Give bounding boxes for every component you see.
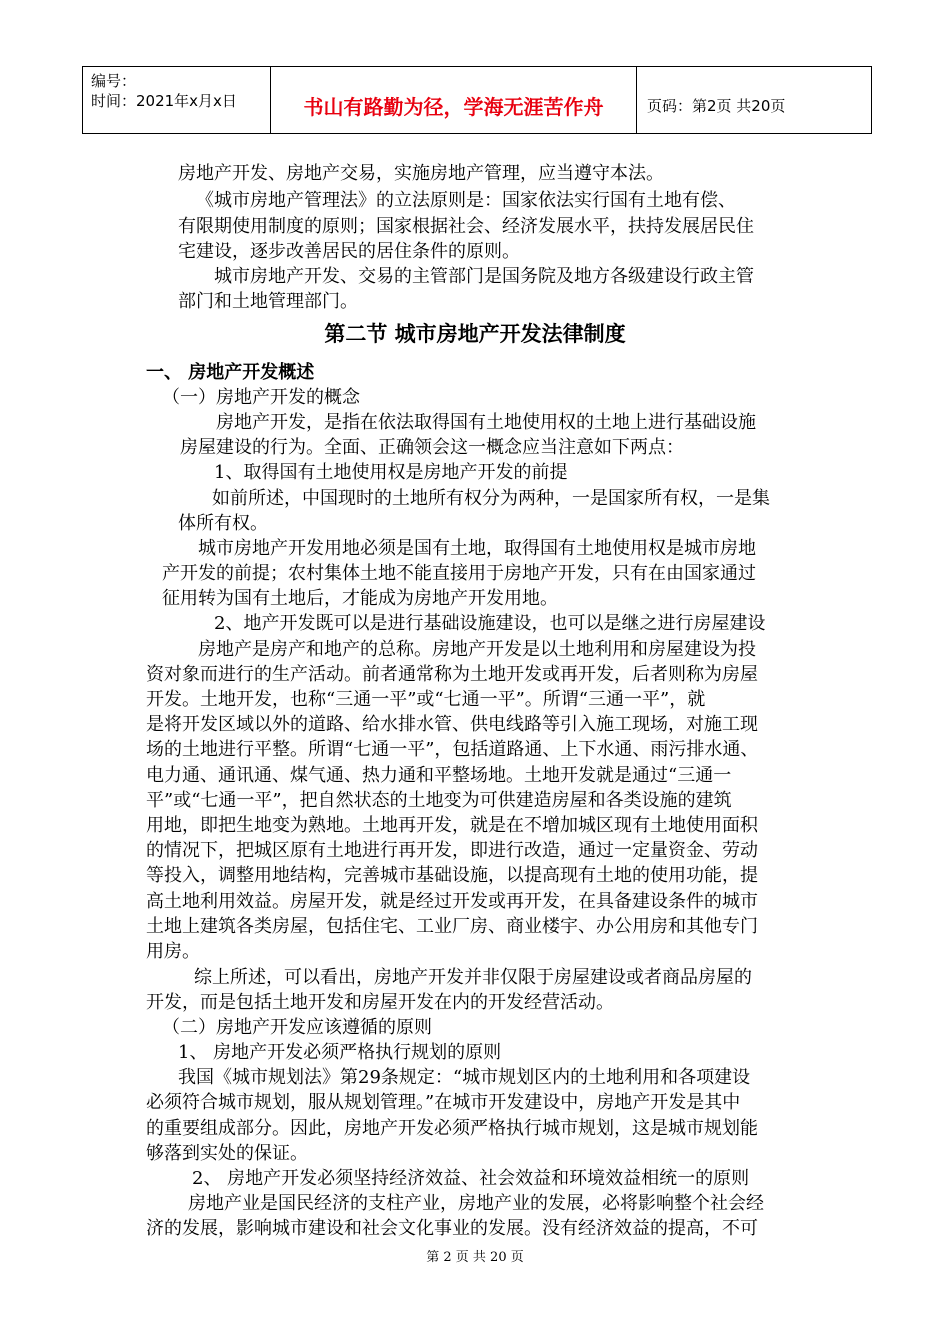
page-footer: 第 2 页 共 20 页 (426, 1250, 524, 1265)
text-line: 高土地利用效益。房屋开发，就是经过开发或再开发，在具备建设条件的城市 (146, 891, 758, 912)
text-line: 房地产是房产和地产的总称。房地产开发是以土地利用和房屋建设为投 (198, 639, 756, 660)
text-line: 城市房地产开发用地必须是国有土地，取得国有土地使用权是城市房地 (198, 538, 756, 559)
text-line: 资对象而进行的生产活动。前者通常称为土地开发或再开发，后者则称为房屋 (146, 664, 758, 685)
text-line: 城市房地产开发、交易的主管部门是国务院及地方各级建设行政主管 (214, 266, 754, 287)
document-time-label: 时间：2021年x月x日 (91, 92, 237, 110)
text-line: 场的土地进行平整。所谓“七通一平”，包括道路通、上下水通、雨污排水通、 (146, 739, 759, 760)
subheading: 1、 房地产开发必须严格执行规划的原则 (178, 1042, 502, 1063)
section-title: 第二节 城市房地产开发法律制度 (324, 322, 626, 346)
text-line: 等投入，调整用地结构，完善城市基础设施，以提高现有土地的使用功能，提 (146, 865, 758, 886)
text-line: 用房。 (146, 941, 200, 962)
text-line: 济的发展，影响城市建设和社会文化事业的发展。没有经济效益的提高，不可 (146, 1218, 758, 1239)
text-line: 是将开发区域以外的道路、给水排水管、供电线路等引入施工现场，对施工现 (146, 714, 758, 735)
header-page-number: 页码：第2页 共20页 (647, 96, 786, 115)
text-line: 房地产业是国民经济的支柱产业，房地产业的发展，必将影响整个社会经 (188, 1193, 764, 1214)
subheading: （一）房地产开发的概念 (162, 387, 360, 408)
text-line: 我国《城市规划法》第29条规定：“城市规划区内的土地利用和各项建设 (178, 1067, 751, 1088)
text-line: 房地产开发、房地产交易，实施房地产管理，应当遵守本法。 (178, 163, 664, 184)
text-line: 综上所述，可以看出，房地产开发并非仅限于房屋建设或者商品房屋的 (194, 967, 752, 988)
text-line: 够落到实处的保证。 (146, 1143, 308, 1164)
subheading: 1、取得国有土地使用权是房地产开发的前提 (214, 462, 568, 483)
text-line: 如前所述，中国现时的土地所有权分为两种，一是国家所有权，一是集 (212, 488, 770, 509)
text-line: 必须符合城市规划，服从规划管理。”在城市开发建设中，房地产开发是其中 (146, 1092, 741, 1113)
subheading: 2、 房地产开发必须坚持经济效益、社会效益和环境效益相统一的原则 (192, 1168, 750, 1189)
text-line: 房地产开发，是指在依法取得国有土地使用权的土地上进行基础设施 (216, 412, 756, 433)
header-table (82, 66, 872, 134)
text-line: 的情况下，把城区原有土地进行再开发，即进行改造，通过一定量资金、劳动 (146, 840, 758, 861)
text-line: 的重要组成部分。因此，房地产开发必须严格执行城市规划，这是城市规划能 (146, 1118, 758, 1139)
text-line: 用地，即把生地变为熟地。土地再开发，就是在不增加城区现有土地使用面积 (146, 815, 758, 836)
text-line: 开发，而是包括土地开发和房屋开发在内的开发经营活动。 (146, 992, 614, 1013)
text-line: 有限期使用制度的原则；国家根据社会、经济发展水平，扶持发展居民住 (178, 216, 754, 237)
text-line: 部门和土地管理部门。 (178, 291, 358, 312)
text-line: 《城市房地产管理法》的立法原则是：国家依法实行国有土地有偿、 (196, 190, 736, 211)
document-number-label: 编号： (91, 72, 137, 90)
text-line: 土地上建筑各类房屋，包括住宅、工业厂房、商业楼宇、办公用房和其他专门 (146, 916, 758, 937)
text-line: 平”或“七通一平”，把自然状态的土地变为可供建造房屋和各类设施的建筑 (146, 790, 732, 811)
header-motto: 书山有路勤为径，学海无涯苦作舟 (271, 67, 637, 133)
text-line: 房屋建设的行为。全面、正确领会这一概念应当注意如下两点： (180, 437, 684, 458)
text-line: 宅建设，逐步改善居民的居住条件的原则。 (178, 241, 520, 262)
heading-level-1: 一、 房地产开发概述 (146, 362, 315, 383)
subheading: 2、地产开发既可以是进行基础设施建设，也可以是继之进行房屋建设 (214, 613, 766, 634)
header-info-cell (83, 67, 271, 133)
text-line: 电力通、通讯通、煤气通、热力通和平整场地。土地开发就是通过“三通一 (146, 765, 732, 786)
text-line: 产开发的前提；农村集体土地不能直接用于房地产开发，只有在由国家通过 (162, 563, 756, 584)
text-line: 征用转为国有土地后，才能成为房地产开发用地。 (162, 588, 558, 609)
text-line: 体所有权。 (178, 513, 268, 534)
subheading: （二）房地产开发应该遵循的原则 (162, 1017, 432, 1038)
text-line: 开发。土地开发，也称“三通一平”或“七通一平”。所谓“三通一平”，就 (146, 689, 706, 710)
